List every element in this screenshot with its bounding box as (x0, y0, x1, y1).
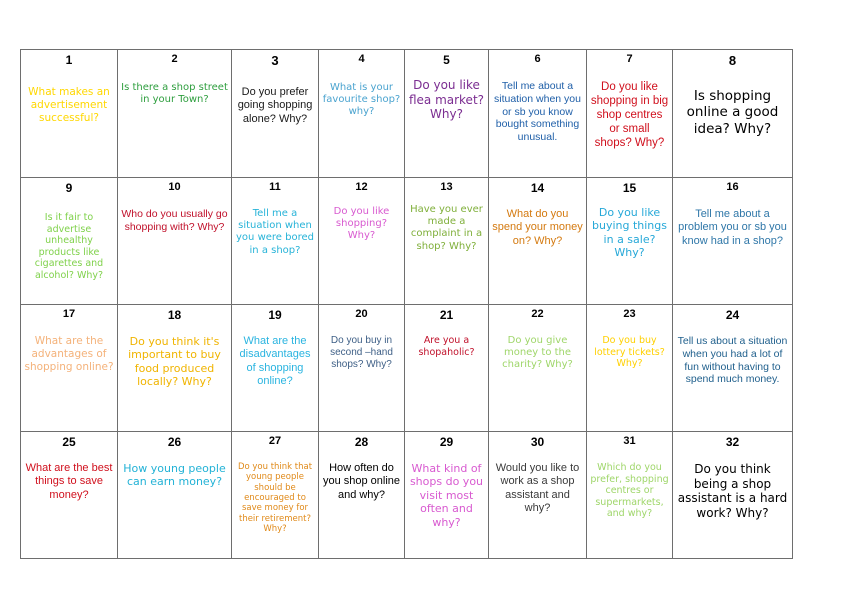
cell-question: Tell me about a situation when you or sb you know bought something unusual. (494, 80, 581, 144)
cell-number: 28 (354, 435, 369, 449)
question-cell (319, 305, 404, 431)
question-cell (489, 432, 586, 558)
cell-number: 27 (268, 435, 282, 447)
cell-number: 19 (268, 308, 282, 322)
cell-number: 6 (534, 53, 541, 65)
cell-number: 15 (622, 181, 637, 195)
question-cell (587, 432, 672, 558)
question-cell (232, 178, 318, 304)
cell-number: 8 (728, 53, 737, 68)
cell-question: Do you think that young people should be encouraged to save money for their retirement? Why? (237, 462, 313, 535)
cell-number: 26 (167, 435, 182, 449)
cell-question: Are you a shopaholic? (418, 335, 475, 358)
cell-number: 25 (62, 435, 76, 449)
cell-question: Which do you prefer, shopping centres or supermarkets, and why? (590, 462, 669, 520)
cell-number: 2 (171, 53, 178, 65)
cell-number: 5 (443, 53, 450, 67)
cell-number: 12 (355, 181, 368, 193)
cell-number: 14 (530, 181, 545, 195)
cell-number: 17 (62, 308, 76, 320)
question-cell (405, 305, 488, 431)
question-cell (587, 50, 672, 177)
cell-question: Is there a shop street in your Town? (121, 82, 228, 106)
question-cell (673, 432, 792, 558)
cell-number: 7 (626, 53, 633, 65)
question-cell (21, 432, 117, 558)
cell-number: 1 (65, 53, 73, 67)
cell-question: Do you buy in second –hand shops? Why? (330, 335, 393, 371)
cell-question: Do you buy lottery tickets? Why? (594, 335, 665, 370)
question-cell (118, 50, 231, 177)
cell-question: What do you spend your money on? Why? (492, 208, 583, 247)
cell-number: 10 (168, 181, 181, 193)
cell-question: Who do you usually go shopping with? Why? (121, 208, 228, 233)
cell-question: Do you think it's important to buy food produced locally? Why? (128, 335, 221, 389)
cell-number: 11 (269, 181, 281, 193)
grid-line-horizontal (20, 558, 793, 559)
question-cell (673, 178, 792, 304)
cell-question: Have you ever made a complaint in a shop? Why? (410, 204, 483, 252)
question-cell (673, 50, 792, 177)
question-cell (118, 305, 231, 431)
cell-question: Tell me a situation when you were bored in a shop? (236, 208, 314, 256)
cell-question: What are the best things to save money? (25, 462, 113, 501)
cell-question: How often do you shop online and why? (322, 462, 401, 501)
question-cell (319, 432, 404, 558)
cell-question: How young people can earn money? (123, 462, 226, 489)
cell-number: 23 (623, 308, 636, 320)
cell-number: 4 (358, 53, 365, 65)
cell-number: 29 (439, 435, 454, 449)
question-cell (489, 305, 586, 431)
cell-question: What makes an advertisement successful? (28, 86, 110, 124)
cell-number: 24 (725, 308, 740, 322)
question-cell (232, 432, 318, 558)
question-cell (21, 305, 117, 431)
cell-number: 31 (623, 435, 636, 447)
cell-question: Tell us about a situation when you had a lot of fun without having to spend much money. (677, 335, 788, 386)
cell-question: Do you prefer going shopping alone? Why? (237, 86, 313, 125)
cell-question: Do you like shopping in big shop centres or small shops? Why? (590, 81, 669, 150)
cell-question: What kind of shops do you visit most often and why? (409, 462, 484, 529)
cell-question: Would you like to work as a shop assistant and why? (495, 462, 580, 515)
cell-number: 21 (439, 308, 454, 322)
question-cell (232, 305, 318, 431)
cell-question: Is it fair to advertise unhealthy products like cigarettes and alcohol? Why? (34, 212, 104, 281)
cell-question: Do you give money to the charity? Why? (502, 335, 573, 371)
question-cell (489, 178, 586, 304)
cell-question: Do you like buying things in a sale? Why? (592, 206, 667, 260)
cell-number: 9 (65, 181, 73, 195)
cell-number: 22 (531, 308, 544, 320)
cell-number: 32 (725, 435, 740, 449)
question-cell (21, 178, 117, 304)
question-cell (587, 178, 672, 304)
cell-number: 3 (271, 53, 279, 68)
cell-question: Is shopping online a good idea? Why? (686, 88, 779, 137)
cell-question: Tell me about a problem you or sb you know had in a shop? (678, 208, 787, 247)
question-cell (232, 50, 318, 177)
question-cell (673, 305, 792, 431)
cell-question: Do you like shopping? Why? (333, 206, 390, 242)
question-cell (21, 50, 117, 177)
question-cell (118, 178, 231, 304)
question-cell (319, 50, 404, 177)
cell-number: 30 (530, 435, 545, 449)
question-cell (405, 432, 488, 558)
cell-number: 16 (726, 181, 739, 193)
cell-number: 18 (167, 308, 182, 322)
question-cell (489, 50, 586, 177)
cell-question: What is your favourite shop? why? (322, 82, 401, 118)
question-cell (118, 432, 231, 558)
cell-question: What are the disadvantages of shopping online? (239, 335, 311, 388)
cell-question: Do you like flea market? Why? (408, 78, 485, 122)
cell-number: 13 (440, 181, 453, 193)
question-cell (319, 178, 404, 304)
cell-question: Do you think being a shop assistant is a hard work? Why? (677, 462, 788, 520)
question-cell (405, 178, 488, 304)
cell-number: 20 (355, 308, 368, 320)
question-cell (405, 50, 488, 177)
cell-question: What are the advantages of shopping online? (24, 335, 114, 373)
question-cell (587, 305, 672, 431)
